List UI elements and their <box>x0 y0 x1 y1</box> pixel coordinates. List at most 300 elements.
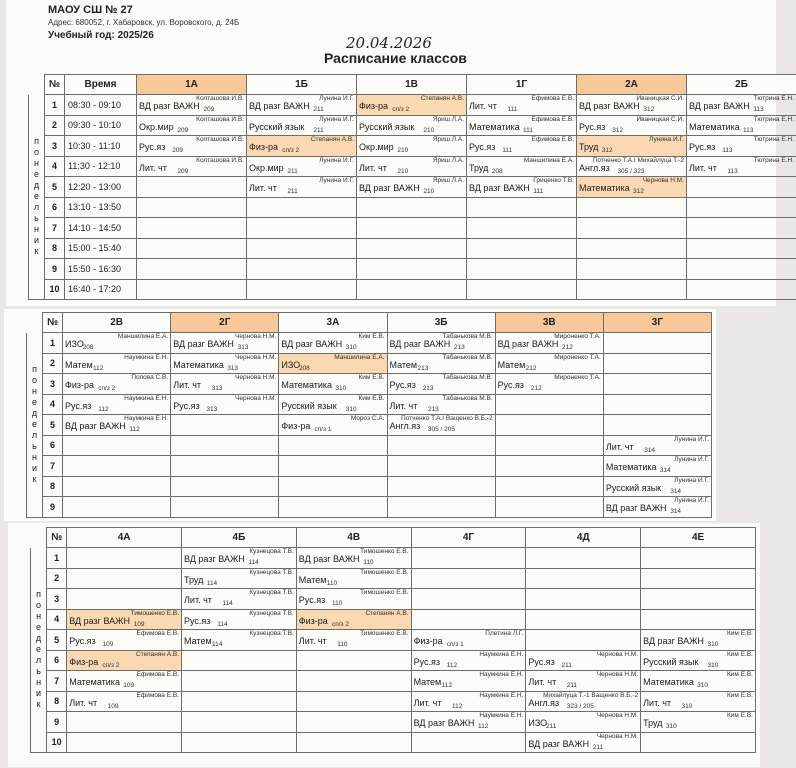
subject-name: Лит. чт <box>605 441 634 452</box>
lesson-cell <box>67 691 182 712</box>
lesson-number: 1 <box>47 548 67 569</box>
room-number: 112 <box>451 702 463 710</box>
lesson-cell <box>411 650 526 671</box>
lesson-content <box>182 610 296 630</box>
table-row <box>27 333 712 354</box>
lesson-cell <box>247 95 357 116</box>
lesson-cell <box>357 197 467 218</box>
subject-name: Рус.яз <box>413 656 440 667</box>
subject-name: Окр.мир <box>359 142 394 152</box>
lesson-content <box>641 671 755 691</box>
lesson-cell <box>526 671 641 692</box>
lesson-cell <box>526 589 641 610</box>
subject-name: ВД разг ВАЖН <box>298 554 360 564</box>
lesson-cell <box>641 732 756 753</box>
lesson-cell <box>467 136 577 157</box>
lesson-cell <box>577 238 687 259</box>
class-header: 3В <box>495 313 603 333</box>
teacher-name: Потченко Т.А.I Ващенко В.Б.-2 <box>401 415 493 422</box>
lesson-content <box>67 630 181 650</box>
teacher-name: Табанькова М.В. <box>442 333 493 340</box>
room-number: 313 <box>211 385 223 392</box>
lesson-cell <box>357 279 467 300</box>
lesson-cell <box>495 456 603 477</box>
lesson-number: 1 <box>43 333 63 354</box>
lesson-number: 1 <box>45 95 65 116</box>
lesson-content <box>577 136 686 156</box>
class-header: 1Б <box>247 75 357 95</box>
lesson-cell <box>67 630 182 651</box>
subject-name: ВД разг ВАЖН <box>139 101 200 111</box>
lesson-number: 4 <box>43 394 63 415</box>
lesson-content <box>577 157 686 177</box>
subject-name: ВД разг ВАЖН <box>69 615 130 626</box>
room-number: 212 <box>562 344 573 351</box>
lesson-cell <box>577 259 687 280</box>
subject-name: Рус.яз <box>139 142 166 152</box>
lesson-content <box>687 116 796 136</box>
lesson-cell <box>171 415 279 436</box>
lesson-cell <box>137 115 247 136</box>
lesson-content <box>388 415 495 435</box>
lesson-number: 9 <box>45 259 65 280</box>
lesson-cell <box>603 456 711 477</box>
lesson-content <box>641 712 755 732</box>
lesson-cell <box>182 568 297 589</box>
lesson-content <box>171 354 278 374</box>
table-row <box>31 712 756 733</box>
header-num: № <box>45 75 65 95</box>
lesson-content <box>247 136 356 156</box>
table-row <box>31 691 756 712</box>
lesson-content <box>467 116 576 136</box>
subject-name: Лит. чт <box>69 697 98 708</box>
subject-name: Англ.яз <box>528 697 560 708</box>
lesson-cell <box>641 691 756 712</box>
lesson-content <box>297 589 411 609</box>
lesson-content <box>388 354 495 374</box>
lesson-cell <box>63 333 171 354</box>
subject-name: Математика <box>281 380 333 390</box>
lesson-cell <box>641 589 756 610</box>
room-number: 310 <box>707 661 719 669</box>
room-number: 312 <box>643 106 655 113</box>
teacher-name: Мироненко Т.А. <box>554 374 601 381</box>
room-number: 310 <box>707 641 719 648</box>
teacher-name: Потченко Т.А.I Михайлуца Т.-2 <box>592 156 684 164</box>
lesson-cell <box>137 279 247 300</box>
subject-name: Матем <box>65 359 93 370</box>
lesson-number: 8 <box>47 691 67 712</box>
lesson-content <box>279 415 386 435</box>
lesson-cell <box>171 374 279 395</box>
lesson-number: 6 <box>47 650 67 671</box>
lesson-cell <box>411 630 526 651</box>
room-number: 110 <box>331 600 343 607</box>
lesson-content <box>357 95 466 115</box>
room-number: 314 <box>670 487 682 495</box>
subject-name: Математика <box>173 359 224 370</box>
corner-cell <box>31 528 47 548</box>
lesson-content <box>297 548 411 568</box>
lesson-cell <box>577 197 687 218</box>
lesson-cell <box>411 671 526 692</box>
room-number: 109 <box>102 641 114 648</box>
room-number: 209 <box>177 167 189 175</box>
subject-name: ВД разг ВАЖН <box>281 339 343 349</box>
lesson-number: 2 <box>43 353 63 374</box>
teacher-name: Кузнецова Т.В. <box>249 548 294 555</box>
teacher-name: Яриш Л.А. <box>432 115 464 123</box>
lesson-cell <box>279 374 387 395</box>
room-number: 211 <box>545 723 557 730</box>
lesson-content <box>687 157 796 177</box>
lesson-content <box>357 157 466 177</box>
lesson-cell <box>577 95 687 116</box>
lesson-cell <box>296 548 411 569</box>
room-number: 310 <box>335 385 347 392</box>
lesson-number: 2 <box>47 568 67 589</box>
lesson-cell <box>411 609 526 630</box>
lesson-cell <box>296 609 411 630</box>
room-number: 310 <box>697 682 708 689</box>
room-number: 211 <box>287 188 298 195</box>
room-number: 211 <box>313 126 324 134</box>
room-number: 113 <box>722 147 733 154</box>
class-header: 3Г <box>603 313 711 333</box>
teacher-name: Чернова Н.М. <box>596 712 639 719</box>
subject-name: Физ-ра <box>249 142 279 152</box>
table-row <box>27 374 712 395</box>
table-row <box>27 476 712 497</box>
lesson-cell <box>577 218 687 239</box>
subject-name: Лит. чт <box>173 380 202 390</box>
lesson-cell <box>63 353 171 374</box>
lesson-cell <box>526 548 641 569</box>
lesson-cell <box>467 218 577 239</box>
teacher-name: Ким Е.В. <box>358 374 385 381</box>
lesson-content <box>526 651 640 671</box>
lesson-content <box>137 116 246 136</box>
lesson-cell <box>495 476 603 497</box>
subject-name: Лит. чт <box>469 101 497 111</box>
lesson-number: 3 <box>45 136 65 157</box>
room-number: 310 <box>345 344 357 351</box>
lesson-cell <box>279 415 387 436</box>
lesson-content <box>357 116 466 136</box>
lesson-cell <box>137 156 247 177</box>
lesson-content <box>687 95 796 115</box>
subject-name: ВД разг ВАЖН <box>389 339 451 349</box>
lesson-cell <box>687 259 796 280</box>
subject-name: Труд <box>579 142 599 152</box>
lesson-number: 2 <box>45 115 65 136</box>
lesson-content <box>247 157 356 177</box>
lesson-number: 5 <box>47 630 67 651</box>
teacher-name: Тимошенко Е.В. <box>360 589 409 596</box>
lesson-content <box>526 712 640 732</box>
lesson-cell <box>137 259 247 280</box>
lesson-cell <box>641 548 756 569</box>
lesson-content <box>604 477 711 497</box>
subject-name: Рус.яз <box>184 615 211 626</box>
lesson-number: 3 <box>43 374 63 395</box>
page-title: Расписание классов <box>324 50 467 66</box>
table-row <box>31 568 756 589</box>
school-address: Адрес: 680052, г. Хабаровск, ул. Воровского, д. 24Б <box>48 18 240 27</box>
lesson-content <box>496 333 603 353</box>
table-row <box>27 456 712 477</box>
table-row <box>29 95 796 116</box>
subject-name: Рус.яз <box>173 400 200 411</box>
subject-name: Рус.яз <box>469 142 496 152</box>
lesson-cell <box>357 95 467 116</box>
lesson-cell <box>137 218 247 239</box>
teacher-name: Ким Е.В. <box>358 333 385 340</box>
teacher-name: Наумкина Е.Н. <box>479 691 524 699</box>
table-row <box>29 177 796 198</box>
lesson-cell <box>279 476 387 497</box>
lesson-content <box>496 374 603 394</box>
room-number: 114 <box>248 559 259 566</box>
lesson-number: 9 <box>47 712 67 733</box>
subject-name: Русский язык <box>643 656 699 667</box>
table-row <box>29 115 796 136</box>
lesson-content <box>467 157 576 177</box>
teacher-name: Наумкина Е.Н. <box>124 353 169 361</box>
lesson-cell <box>182 609 297 630</box>
lesson-cell <box>279 497 387 518</box>
teacher-name: Тимошенко Е.В. <box>130 609 180 617</box>
lesson-cell <box>641 609 756 630</box>
room-number: 314 <box>659 467 671 474</box>
class-header: 3Б <box>387 313 495 333</box>
day-label: п о н е д е л ь н и к <box>31 548 47 753</box>
room-number: 313 <box>206 405 218 413</box>
lesson-content <box>247 177 356 197</box>
lesson-cell <box>495 374 603 395</box>
lesson-cell <box>387 476 495 497</box>
lesson-cell <box>357 156 467 177</box>
teacher-name: Чернова Н.М. <box>642 177 684 184</box>
room-number: 211 <box>566 682 578 689</box>
school-name: МАОУ СШ № 27 <box>48 4 133 16</box>
table-row <box>29 136 796 157</box>
subject-name: Рус.яз <box>69 636 96 646</box>
teacher-name: Колташова И.В. <box>196 136 244 143</box>
lesson-cell <box>357 238 467 259</box>
lesson-content <box>412 630 526 650</box>
lesson-cell <box>182 671 297 692</box>
lesson-content <box>63 374 170 394</box>
teacher-name: Ким Е.В. <box>358 394 385 402</box>
lesson-content <box>577 95 686 115</box>
lesson-cell <box>387 415 495 436</box>
teacher-name: Колташова И.В. <box>196 115 244 123</box>
subject-name: Математика <box>689 121 740 132</box>
teacher-name: Маншилина Е.А. <box>523 156 574 164</box>
lesson-cell <box>63 497 171 518</box>
room-number: 110 <box>326 579 338 587</box>
teacher-name: Мироненко Т.А. <box>554 333 601 340</box>
lesson-cell <box>171 497 279 518</box>
room-number: 213 <box>453 344 465 351</box>
room-number: 213 <box>427 405 439 413</box>
teacher-name: Лунина И.Г. <box>319 115 354 123</box>
teacher-name: Лунина И.Г. <box>319 177 354 184</box>
lesson-cell <box>296 712 411 733</box>
teacher-name: Степанян А.В. <box>310 136 354 143</box>
room-number: 114 <box>222 600 233 607</box>
teacher-name: Яриш Л.А. <box>432 177 464 184</box>
lesson-cell <box>526 650 641 671</box>
class-header: 1В <box>357 75 467 95</box>
subject-name: Матем <box>184 636 212 646</box>
lesson-cell <box>495 435 603 456</box>
lesson-cell <box>296 568 411 589</box>
lesson-content <box>526 733 640 753</box>
room-number: 313 <box>227 364 239 372</box>
subject-name: Лит. чт <box>139 162 167 173</box>
class-header: 2В <box>63 313 171 333</box>
lesson-content <box>526 692 640 712</box>
teacher-name: Чернова Н.М. <box>235 374 277 381</box>
lesson-cell <box>641 712 756 733</box>
subject-name: Физ-ра <box>298 615 328 626</box>
lesson-cell <box>467 238 577 259</box>
lesson-cell <box>387 353 495 374</box>
subject-name: ВД разг ВАЖН <box>689 101 750 111</box>
lesson-cell <box>296 671 411 692</box>
lesson-content <box>171 395 278 415</box>
room-number: 310 <box>345 405 357 413</box>
table-row <box>31 609 756 630</box>
lesson-cell <box>171 353 279 374</box>
teacher-name: Ефимова Е.В. <box>136 630 180 637</box>
subject-name: ВД разг ВАЖН <box>249 101 310 111</box>
room-number: 312 <box>612 126 624 134</box>
subject-name: Матем <box>497 359 526 370</box>
lesson-cell <box>411 732 526 753</box>
lesson-cell <box>63 476 171 497</box>
lesson-content <box>63 415 170 435</box>
class-header: 4Б <box>182 528 297 548</box>
day-label: п о н е д е л ь н и к <box>27 333 43 518</box>
room-number: сп/з 1 <box>446 641 464 648</box>
lesson-cell <box>247 197 357 218</box>
teacher-name: Мироненко Т.А. <box>554 353 601 361</box>
class-header: 4Д <box>526 528 641 548</box>
subject-name: Математика <box>579 183 630 193</box>
teacher-name: Чернова Н.М. <box>235 353 277 361</box>
class-header: 3А <box>279 313 387 333</box>
subject-name: Математика <box>469 121 520 132</box>
subject-name: Рус.яз <box>528 656 555 667</box>
table-row <box>27 435 712 456</box>
lesson-content <box>137 157 246 177</box>
teacher-name: Кузнецова Т.В. <box>249 609 294 617</box>
lesson-content <box>182 589 296 609</box>
class-header: 4Г <box>411 528 526 548</box>
teacher-name: Колташова И.В. <box>196 156 244 164</box>
subject-name: Русский язык <box>359 121 415 132</box>
room-number: 314 <box>670 508 682 515</box>
subject-name: Математика <box>69 677 120 687</box>
room-number: 211 <box>313 106 324 113</box>
lesson-cell <box>577 177 687 198</box>
room-number: 112 <box>446 661 458 669</box>
table-row <box>29 197 796 218</box>
room-number: 114 <box>212 641 223 648</box>
lesson-cell <box>603 435 711 456</box>
lesson-content <box>412 692 526 712</box>
room-number: 312 <box>601 147 613 154</box>
subject-name: Рус.яз <box>579 121 606 132</box>
subject-name: Труд <box>469 162 489 173</box>
teacher-name: Иваницкая С.И. <box>636 115 684 123</box>
lesson-cell <box>67 712 182 733</box>
lesson-cell <box>67 589 182 610</box>
lesson-cell <box>247 218 357 239</box>
lesson-cell <box>182 691 297 712</box>
corner-cell <box>29 75 45 95</box>
teacher-name: Лунина И.Г. <box>674 476 709 484</box>
lesson-cell <box>641 630 756 651</box>
lesson-cell <box>411 548 526 569</box>
lesson-number: 6 <box>45 197 65 218</box>
lesson-cell <box>67 548 182 569</box>
subject-name: Труд <box>184 574 204 585</box>
lesson-content <box>526 671 640 691</box>
teacher-name: Ким Е.В. <box>727 691 753 699</box>
lesson-content <box>297 630 411 650</box>
room-number: 310 <box>681 702 693 710</box>
lesson-cell <box>137 177 247 198</box>
lesson-cell <box>296 589 411 610</box>
subject-name: Физ-ра <box>65 380 95 390</box>
room-number: 112 <box>93 364 104 372</box>
table-row <box>31 650 756 671</box>
teacher-name: Степанян А.В. <box>420 95 464 102</box>
class-header: 4А <box>67 528 182 548</box>
teacher-name: Ефимова Е.В. <box>531 136 574 143</box>
teacher-name: Иваницкая С.И. <box>636 95 684 102</box>
lesson-content <box>641 630 755 650</box>
corner-cell <box>27 313 43 333</box>
lesson-cell <box>357 136 467 157</box>
lesson-cell <box>411 589 526 610</box>
lesson-time: 09:30 - 10:10 <box>65 115 137 136</box>
lesson-content <box>67 610 181 630</box>
lesson-cell <box>247 259 357 280</box>
lesson-content <box>412 651 526 671</box>
teacher-name: Кузнецова Т.В. <box>249 589 294 596</box>
room-number: сп/з 2 <box>331 620 349 628</box>
room-number: 109 <box>123 682 135 689</box>
lesson-number: 8 <box>45 238 65 259</box>
room-number: 113 <box>743 126 754 134</box>
lesson-content <box>137 136 246 156</box>
room-number: 110 <box>363 559 374 566</box>
lesson-cell <box>467 259 577 280</box>
lesson-cell <box>182 548 297 569</box>
room-number: 114 <box>206 579 218 587</box>
lesson-cell <box>603 497 711 518</box>
lesson-cell <box>687 197 796 218</box>
lesson-cell <box>279 333 387 354</box>
lesson-cell <box>357 218 467 239</box>
lesson-cell <box>182 712 297 733</box>
